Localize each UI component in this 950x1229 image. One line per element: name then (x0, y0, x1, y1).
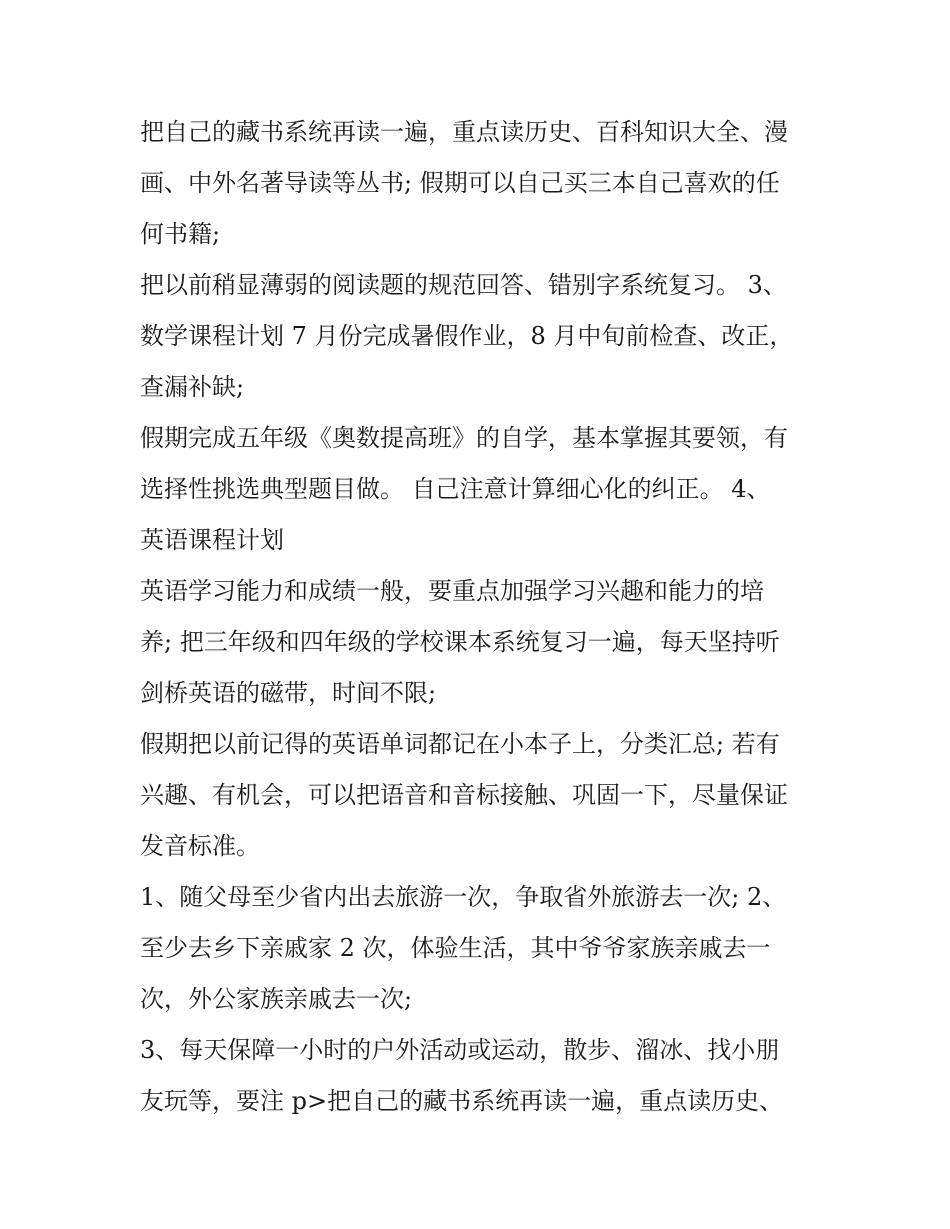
text-line: 英语课程计划 (140, 526, 284, 554)
document-body (140, 107, 820, 1127)
text-line: 画、中外名著导读等丛书; 假期可以自己买三本自己喜欢的任 (140, 169, 780, 197)
text-line: 假期完成五年级《奥数提高班》的自学，基本掌握其要领，有 (140, 424, 788, 452)
text-line: 剑桥英语的磁带，时间不限; (140, 679, 437, 707)
text-line: 友玩等，要注 p>把自己的藏书系统再读一遍，重点读历史、 (140, 1087, 784, 1115)
text-line: 选择性挑选典型题目做。 自己注意计算细心化的纠正。 4、 (140, 475, 771, 503)
text-line: 兴趣、有机会，可以把语音和音标接触、巩固一下，尽量保证 (140, 781, 788, 809)
text-line: 查漏补缺; (140, 373, 245, 401)
text-line: 数学课程计划 7 月份完成暑假作业，8 月中旬前检查、改正， (140, 322, 794, 350)
text-line: 发音标准。 (140, 832, 260, 860)
text-line: 假期把以前记得的英语单词都记在小本子上，分类汇总; 若有 (140, 730, 780, 758)
text-line: 3、每天保障一小时的户外活动或运动，散步、溜冰、找小朋 (140, 1036, 780, 1064)
text-line: 英语学习能力和成绩一般，要重点加强学习兴趣和能力的培 (140, 577, 764, 605)
text-line: 何书籍; (140, 220, 221, 248)
text-line: 养; 把三年级和四年级的学校课本系统复习一遍，每天坚持听 (140, 628, 780, 656)
text-line: 至少去乡下亲戚家 2 次，体验生活，其中爷爷家族亲戚去一 (140, 934, 771, 962)
text-line: 1、随父母至少省内出去旅游一次，争取省外旅游去一次; 2、 (140, 883, 787, 911)
text-line: 把以前稍显薄弱的阅读题的规范回答、错别字系统复习。 3、 (140, 271, 787, 299)
text-line: 次，外公家族亲戚去一次; (140, 985, 413, 1013)
text-line: 把自己的藏书系统再读一遍，重点读历史、百科知识大全、漫 (140, 118, 788, 146)
